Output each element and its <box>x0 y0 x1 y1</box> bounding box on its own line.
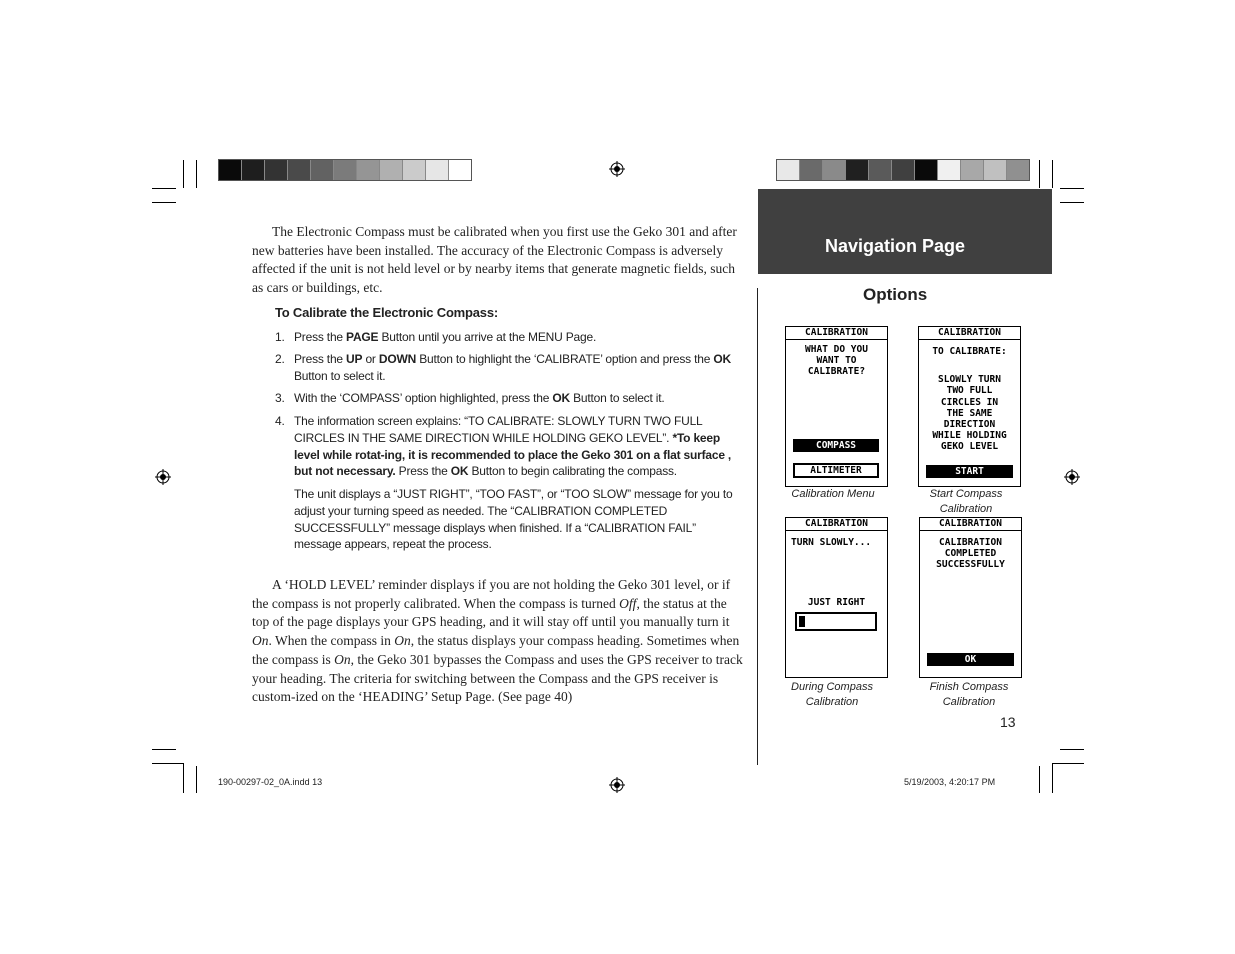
color-swatch <box>961 160 984 180</box>
crop-mark <box>1039 766 1040 793</box>
color-swatch <box>357 160 380 180</box>
step-text: Press the PAGE Button until you arrive at the MENU Page. <box>294 330 597 344</box>
ok-button[interactable]: OK <box>927 653 1014 666</box>
color-swatch <box>1007 160 1029 180</box>
crop-mark <box>183 763 184 793</box>
steps-heading: To Calibrate the Electronic Compass: <box>275 305 498 320</box>
crop-mark <box>152 202 176 203</box>
color-swatch <box>242 160 265 180</box>
color-swatch <box>219 160 242 180</box>
crop-mark <box>183 160 184 188</box>
color-swatch <box>823 160 846 180</box>
crop-mark <box>1060 202 1084 203</box>
compass-option[interactable]: COMPASS <box>793 439 879 452</box>
color-swatch <box>311 160 334 180</box>
hold-level-paragraph: A ‘HOLD LEVEL’ reminder displays if you are not holding the Geko 301 level, or if the compass is not properly calibrated. When the compass is turned Off, the status at the top of the page displays your GPS heading, and it will stay off until you manually turn it On. When the compass in On, the status displays your compass heading. Sometimes when the compass is On, the Geko 301 bypasses the Compass and uses the GPS receiver to track your heading. The criteria for switching between the Compass and the GPS receiver is custom-ized on the ‘HEADING’ Setup Page. (See page 40) <box>252 577 743 705</box>
section-title: Navigation Page <box>825 236 966 256</box>
step-text: Press the UP or DOWN Button to highlight the ‘CALIBRATE’ option and press the OK Button to select it. <box>294 352 731 383</box>
step-number: 4. <box>275 414 285 428</box>
calibration-note: The unit displays a “JUST RIGHT”, “TOO FAST”, or “TOO SLOW” message for you to adjust your turning speed as needed. The “CALIBRATION COMPLETED SUCCESSFULLY” message displays when finished. If a “CALIBRATION FAIL” message appears, repeat the process. <box>294 487 733 552</box>
registration-target-icon <box>609 777 625 793</box>
speed-status: JUST RIGHT <box>807 597 866 608</box>
finish-calibration-screen <box>919 517 1022 678</box>
registration-target-icon <box>609 161 625 177</box>
color-swatch <box>403 160 426 180</box>
crop-mark <box>1060 749 1084 750</box>
screen-header: CALIBRATION <box>786 327 887 340</box>
start-calibration-screen <box>918 326 1021 487</box>
crop-mark <box>1060 188 1084 189</box>
step-text: The information screen explains: “TO CALIBRATE: SLOWLY TURN TWO FULL CIRCLES IN THE SAME DIRECTION WHILE HOLDING GEKO LEVEL”. *To keep level while rotat-ing, it is recommended to place the Geko 301 on a flat surface , but not necessary. Press the OK Button to begin calibrating the compass. <box>294 414 732 479</box>
crop-mark <box>1052 763 1084 764</box>
start-button[interactable]: START <box>926 465 1013 478</box>
section-tab <box>758 189 1052 274</box>
crop-mark <box>152 188 176 189</box>
crop-mark <box>1052 160 1053 188</box>
step-number: 3. <box>275 391 285 405</box>
color-swatch <box>984 160 1007 180</box>
crop-mark <box>152 763 183 764</box>
crop-mark <box>1039 160 1040 188</box>
step-number: 2. <box>275 352 285 366</box>
crop-mark <box>1052 763 1053 793</box>
color-swatch <box>869 160 892 180</box>
calibration-progress-bar <box>795 612 877 631</box>
registration-target-icon <box>1064 469 1080 485</box>
during-calibration-screen <box>785 517 888 678</box>
column-divider <box>757 288 758 765</box>
page-number: 13 <box>1000 714 1016 730</box>
color-swatch <box>846 160 869 180</box>
color-swatch <box>915 160 938 180</box>
crop-mark <box>152 749 176 750</box>
color-swatch <box>334 160 357 180</box>
color-swatch <box>265 160 288 180</box>
color-swatch <box>800 160 823 180</box>
screen-instruction: SLOWLY TURN TWO FULL CIRCLES IN THE SAME DIRECTION WHILE HOLDING GEKO LEVEL <box>932 374 1007 453</box>
altimeter-option[interactable]: ALTIMETER <box>793 463 879 478</box>
color-bar-left <box>218 159 472 181</box>
step-text: With the ‘COMPASS’ option highlighted, press the OK Button to select it. <box>294 391 665 405</box>
options-heading: Options <box>863 285 928 304</box>
file-slug: 190-00297-02_0A.indd 13 <box>218 777 323 787</box>
step-number: 1. <box>275 330 285 344</box>
screen-caption: Finish Compass Calibration <box>929 681 1009 708</box>
color-bar-right <box>776 159 1030 181</box>
crop-mark <box>196 766 197 793</box>
registration-target-icon <box>155 469 171 485</box>
screen-prompt: WHAT DO YOU WANT TO CALIBRATE? <box>805 344 868 378</box>
crop-mark <box>196 160 197 188</box>
date-slug: 5/19/2003, 4:20:17 PM <box>904 777 996 787</box>
step-1 <box>275 329 745 346</box>
color-swatch <box>777 160 800 180</box>
screen-caption: Start Compass Calibration <box>929 488 1003 515</box>
calibration-menu-screen <box>785 326 888 487</box>
screen-caption: Calibration Menu <box>791 488 875 500</box>
color-swatch <box>288 160 311 180</box>
color-swatch <box>426 160 449 180</box>
color-swatch <box>380 160 403 180</box>
step-4 <box>275 413 745 480</box>
screen-header: CALIBRATION <box>786 518 887 531</box>
color-swatch <box>938 160 961 180</box>
step-3 <box>275 390 745 407</box>
progress-fill <box>799 616 805 627</box>
screen-instruction-title: TO CALIBRATE: <box>932 346 1007 357</box>
color-swatch <box>449 160 471 180</box>
color-swatch <box>892 160 915 180</box>
screen-status: TURN SLOWLY... <box>791 537 872 548</box>
screen-message: CALIBRATION COMPLETED SUCCESSFULLY <box>936 537 1005 571</box>
screen-header: CALIBRATION <box>919 327 1020 340</box>
step-2 <box>275 351 745 385</box>
screen-header: CALIBRATION <box>920 518 1021 531</box>
intro-paragraph: The Electronic Compass must be calibrated when you first use the Geko 301 and after new batteries have been installed. The accuracy of the Electronic Compass is adversely affected if the unit is not held level or by nearby items that generate magnetic fields, such as cars or buildings, etc. <box>252 224 737 296</box>
screen-caption: During Compass Calibration <box>791 681 873 708</box>
